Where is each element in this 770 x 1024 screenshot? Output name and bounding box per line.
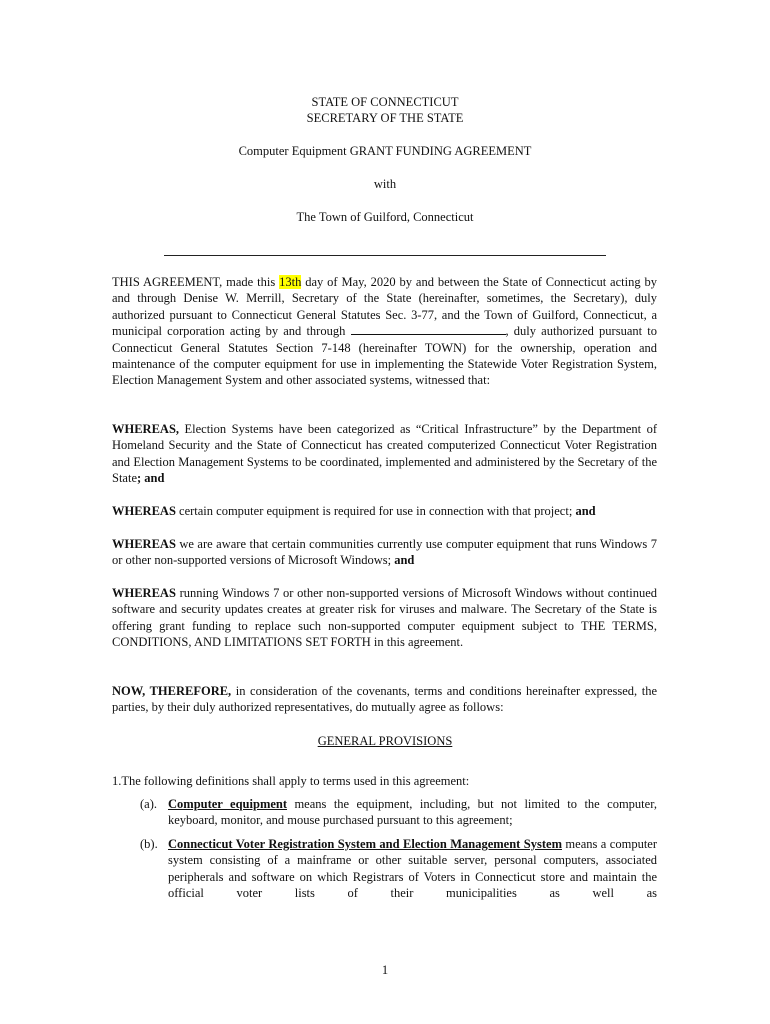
header-block <box>0 94 770 126</box>
definition-term: Computer equipment <box>168 797 288 811</box>
general-provisions-heading: GENERAL PROVISIONS <box>317 734 453 748</box>
whereas-body: we are aware that certain communities currently use computer equipment that runs Windows 7 or other non-supported versions of Microsoft Windows; <box>112 537 657 568</box>
with-line: with <box>373 177 397 191</box>
whereas-tail: and <box>575 504 596 518</box>
definition-text <box>168 796 657 829</box>
whereas-body: certain computer equipment is required for use in connection with that project; <box>175 504 576 518</box>
whereas-tail: ; and <box>137 471 165 486</box>
whereas-lead: WHEREAS <box>112 586 176 600</box>
agreement-text-end: , duly authorized pursuant to Connecticut General Statutes Section 7-148 (hereinafter TOWN) for the ownership, operation and maintenance of the computer equipment for use in implementing the Statewide Voter Registration System, Election Management System and other associated systems, witnessed that: <box>112 324 657 388</box>
definition-body: means the equipment, including, but not limited to the computer, keyboard, monitor, and mouse purchased pursuant to this agreement; <box>168 797 657 828</box>
definition-term: Connecticut Voter Registration System and Election Management System <box>168 837 562 851</box>
therefore-paragraph <box>112 683 657 716</box>
agreement-text-middle: day of May, 2020 by and between the State of Connecticut acting by and through Denise W. Merrill, Secretary of the State (hereinafter, sometimes, the Secretary), duly authorized pursuant to Connecticut General Statutes Sec. 3-77, and the Town of Guilford, Connecticut, a municipal corporation acting by and through <box>112 275 658 339</box>
definition-b <box>140 836 657 902</box>
agreement-day-highlight: 13th <box>279 275 302 289</box>
definition-a <box>140 796 657 829</box>
definitions-intro: 1.The following definitions shall apply to terms used in this agreement: <box>112 774 470 788</box>
agreement-text-start: THIS AGREEMENT, made this <box>112 275 280 289</box>
whereas-paragraph-3 <box>112 536 657 569</box>
whereas-paragraph-4 <box>112 585 657 651</box>
whereas-lead: WHEREAS <box>112 537 176 551</box>
whereas-body: Election Systems have been categorized as “Critical Infrastructure” by the Department of Homeland Security and the State of Connecticut has created computerized Connecticut Voter Registration and Election Management Systems to be coordinated, implemented and administered by the Secretary of the State <box>112 422 657 486</box>
definition-tag: (a). <box>140 797 157 811</box>
agreement-paragraph <box>112 274 657 389</box>
party-line: The Town of Guilford, Connecticut <box>296 210 474 224</box>
agreement-title: Computer Equipment GRANT FUNDING AGREEMENT <box>238 144 532 158</box>
whereas-lead: WHEREAS, <box>112 422 180 436</box>
whereas-paragraph-2 <box>112 503 657 519</box>
page-number: 1 <box>381 963 389 977</box>
whereas-lead: WHEREAS <box>112 504 176 518</box>
header-line-state: STATE OF CONNECTICUT <box>311 95 459 109</box>
definition-tag: (b). <box>140 837 158 851</box>
definition-text <box>168 836 657 902</box>
whereas-tail: and <box>394 553 415 568</box>
whereas-body: running Windows 7 or other non-supported versions of Microsoft Windows without continued software and security updates creates at greater risk for viruses and malware. The Secretary of the State is offering grant funding to replace such non-supported computer equipment subject to THE TERMS, CONDITIONS, AND LIMITATIONS SET FORTH in this agreement. <box>112 586 657 650</box>
whereas-paragraph-1 <box>112 421 657 487</box>
signatory-blank-line <box>351 323 506 335</box>
separator-rule <box>164 255 606 256</box>
therefore-body: in consideration of the covenants, terms and conditions hereinafter expressed, the parties, by their duly authorized representatives, do mutually agree as follows: <box>112 684 657 715</box>
definition-body: means a computer system consisting of a mainframe or other suitable server, personal computers, associated peripherals and software on which Registrars of Voters in Connecticut store and maintain the official voter lists of their municipalities as well as <box>168 837 658 901</box>
therefore-lead: NOW, THEREFORE, <box>112 684 232 698</box>
header-line-secretary: SECRETARY OF THE STATE <box>306 111 464 125</box>
